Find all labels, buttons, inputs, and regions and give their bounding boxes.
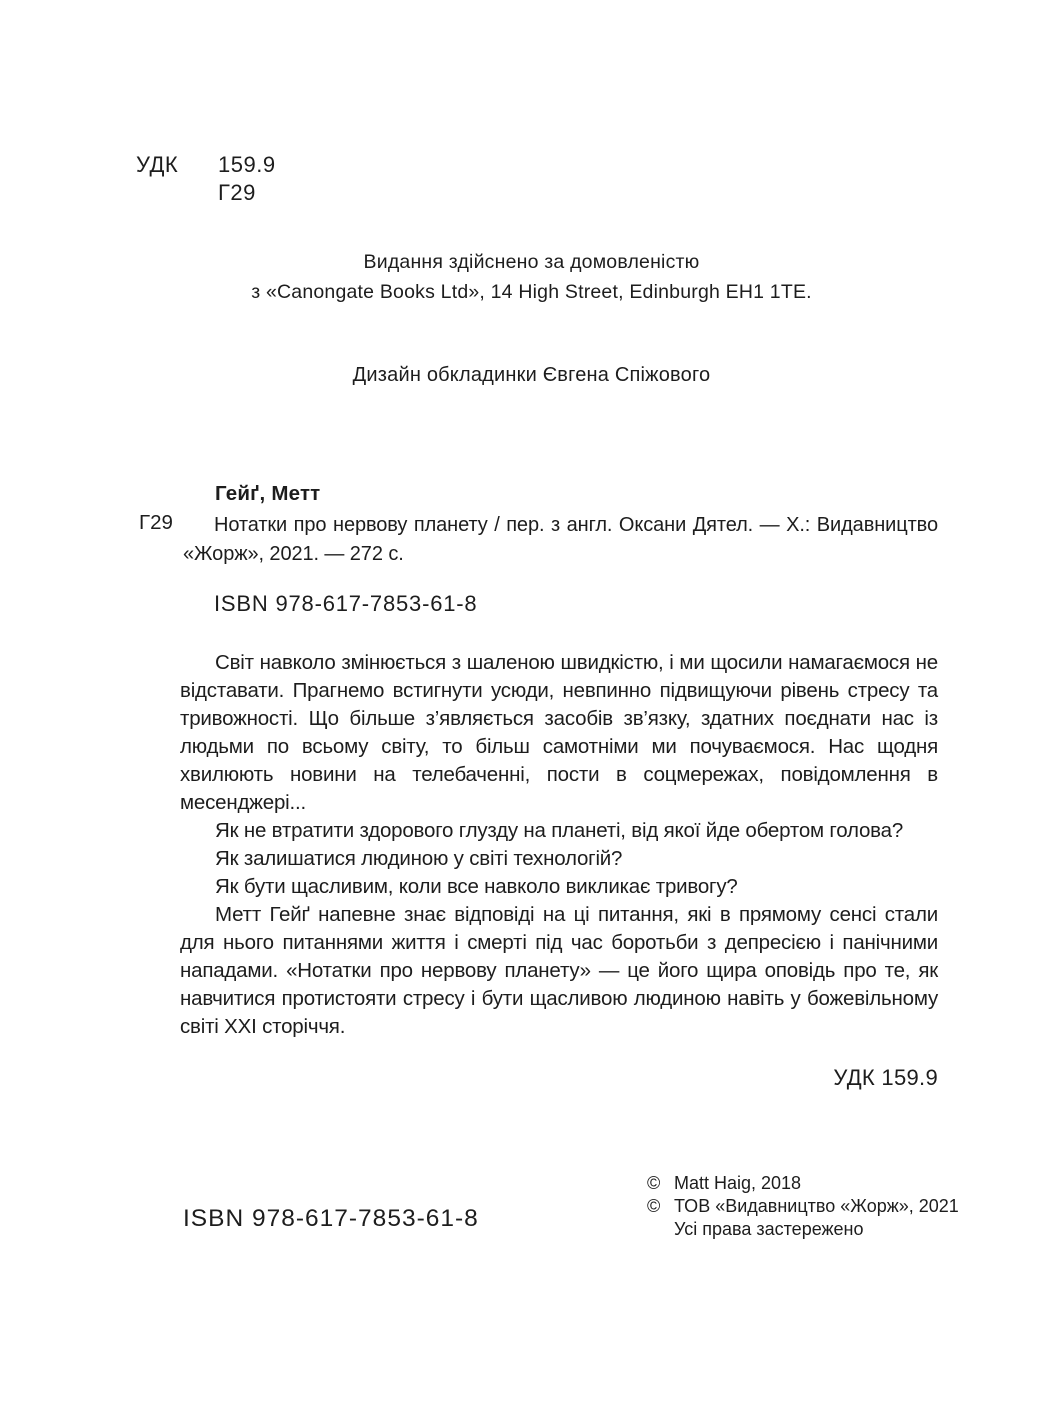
copyright-block — [647, 1172, 959, 1241]
copyright-text: ТОВ «Видавництво «Жорж», 2021 — [674, 1196, 959, 1216]
udk-classification-block — [136, 151, 276, 207]
copyright-symbol — [647, 1218, 674, 1241]
udk-value: 159.9 — [218, 152, 276, 177]
copyright-line — [647, 1172, 959, 1195]
annotation-paragraph-2: Метт Гейґ напевне знає відповіді на ці питання, які в прямому сенсі стали для нього питаннями життя і смерті під час боротьби з депресією і панічними нападами. «Нотатки про нервову планету» — це його щира оповідь про те, як навчитися протистояти стресу і бути щасливою людиною навіть у божевільному світі XXI сторіччя. — [180, 903, 938, 1038]
udk-row — [136, 151, 276, 179]
annotation-block — [180, 649, 938, 1041]
edition-notice — [0, 247, 1063, 307]
annotation-question-2: Як залишатися людиною у світі технологій? — [215, 847, 623, 870]
udk-bottom: УДК 159.9 — [833, 1065, 938, 1090]
isbn-catalog: ISBN 978-617-7853-61-8 — [214, 591, 478, 616]
cover-design-credit: Дизайн обкладинки Євгена Спіжового — [352, 364, 711, 386]
copyright-text: Matt Haig, 2018 — [674, 1173, 802, 1193]
annotation-paragraph-1: Світ навколо змінюється з шаленою швидкістю, і ми щосили намагаємося не відставати. Прагнемо встигнути усюди, невпинно підвищуючи рівень стресу та тривожності. Що більше з’являється засобів зв’язку, здатних поєднати нас із людьми по всьому світу, то більш самотніми ми почуваємося. Нас щодня хвилюють новини на телебаченні, пости в соцмережах, повідомлення в месенджері... — [180, 651, 938, 814]
copyright-symbol: © — [647, 1173, 661, 1193]
catalog-entry-description: Нотатки про нервову планету / пер. з англ. Оксани Дятел. — Х.: Видавництво «Жорж», 2021. — 272 с. — [183, 514, 938, 565]
isbn-bottom: ISBN 978-617-7853-61-8 — [183, 1205, 479, 1232]
catalog-author: Гейґ, Метт — [215, 482, 321, 505]
copyright-symbol: © — [647, 1196, 661, 1216]
author-code-top: Г29 — [218, 180, 256, 205]
edition-notice-line1: Видання здійснено за домовленістю — [363, 251, 700, 273]
catalog-code: Г29 — [139, 511, 173, 534]
annotation-question-1: Як не втратити здорового глузду на планеті, від якої йде обертом голова? — [215, 819, 904, 842]
copyright-line — [647, 1195, 959, 1218]
annotation-question-3: Як бути щасливим, коли все навколо викликає тривогу? — [215, 875, 738, 898]
udk-label: УДК — [136, 152, 179, 177]
copyright-text: Усі права застережено — [674, 1219, 864, 1239]
copyright-line — [647, 1218, 959, 1241]
edition-notice-line2: з «Canongate Books Ltd», 14 High Street, Edinburgh EH1 1TE. — [251, 281, 812, 303]
